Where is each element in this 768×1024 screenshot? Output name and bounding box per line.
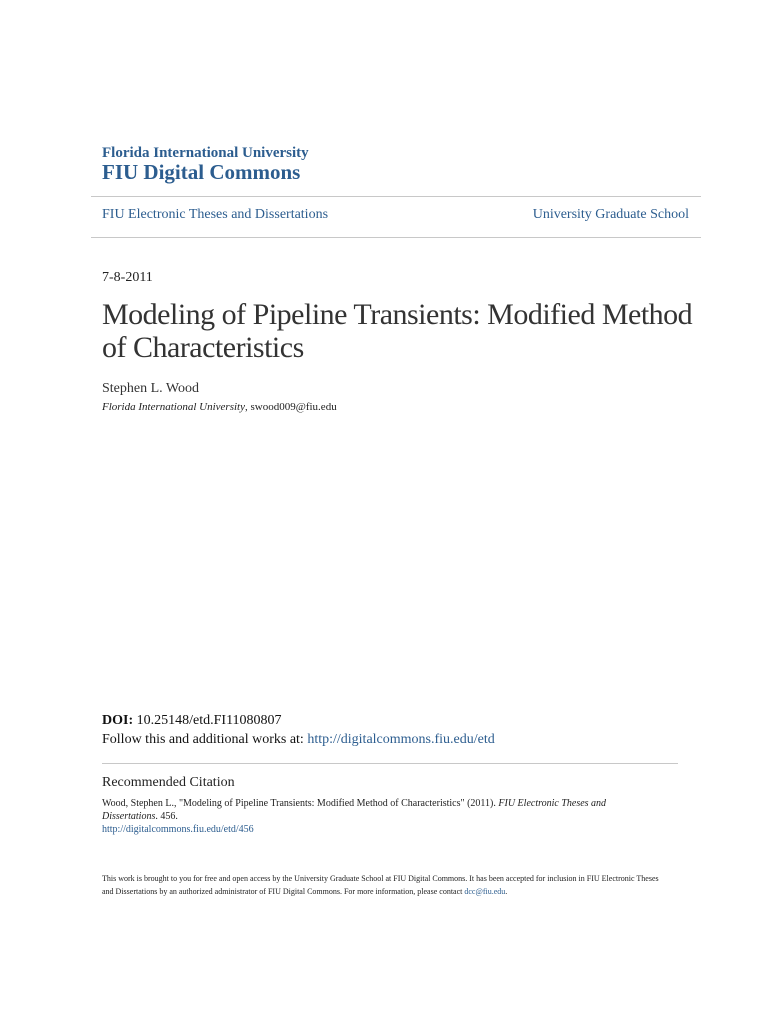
author-affiliation: [102, 401, 337, 413]
citation-prefix: Wood, Stephen L., "Modeling of Pipeline Transients: Modified Method of Characteristics" (2011).: [102, 798, 499, 809]
access-notice: [102, 872, 672, 898]
follow-text: Follow this and additional works at:: [102, 732, 308, 747]
university-name: Florida International University: [102, 145, 309, 161]
divider-citation: [102, 763, 678, 764]
department-link[interactable]: University Graduate School: [532, 207, 689, 222]
repository-name[interactable]: FIU Digital Commons: [102, 160, 301, 184]
publication-date: 7-8-2011: [102, 270, 153, 285]
author-name: Stephen L. Wood: [102, 381, 199, 396]
follow-link[interactable]: http://digitalcommons.fiu.edu/etd: [307, 732, 495, 747]
affiliation-institution: Florida International University: [102, 401, 245, 413]
citation-heading: Recommended Citation: [102, 775, 235, 790]
affiliation-email: , swood009@fiu.edu: [244, 401, 337, 413]
citation-text: [102, 797, 662, 823]
doi-value: 10.25148/etd.FI11080807: [133, 713, 282, 728]
collection-link[interactable]: FIU Electronic Theses and Dissertations: [102, 207, 329, 222]
follow-line: [102, 732, 495, 748]
access-notice-text: This work is brought to you for free and open access by the University Graduate School at FIU Digital Commons. It has been accepted for inclusion in FIU Electronic Theses and Dissertations by an authorized administrator of FIU Digital Commons. For more information, please contact: [102, 874, 659, 896]
access-notice-end: .: [505, 887, 508, 896]
citation-series: FIU Electronic Theses and Dissertations: [102, 798, 607, 822]
citation-suffix: . 456.: [155, 811, 178, 822]
citation-link[interactable]: http://digitalcommons.fiu.edu/etd/456: [102, 824, 254, 835]
divider-top: [91, 196, 701, 197]
doi-label: DOI:: [102, 713, 134, 728]
contact-email-link[interactable]: dcc@fiu.edu: [464, 887, 506, 896]
doi-line: [102, 713, 282, 729]
divider-bottom: [91, 237, 701, 238]
paper-title: Modeling of Pipeline Transients: Modified Method of Characteristics: [102, 298, 693, 364]
